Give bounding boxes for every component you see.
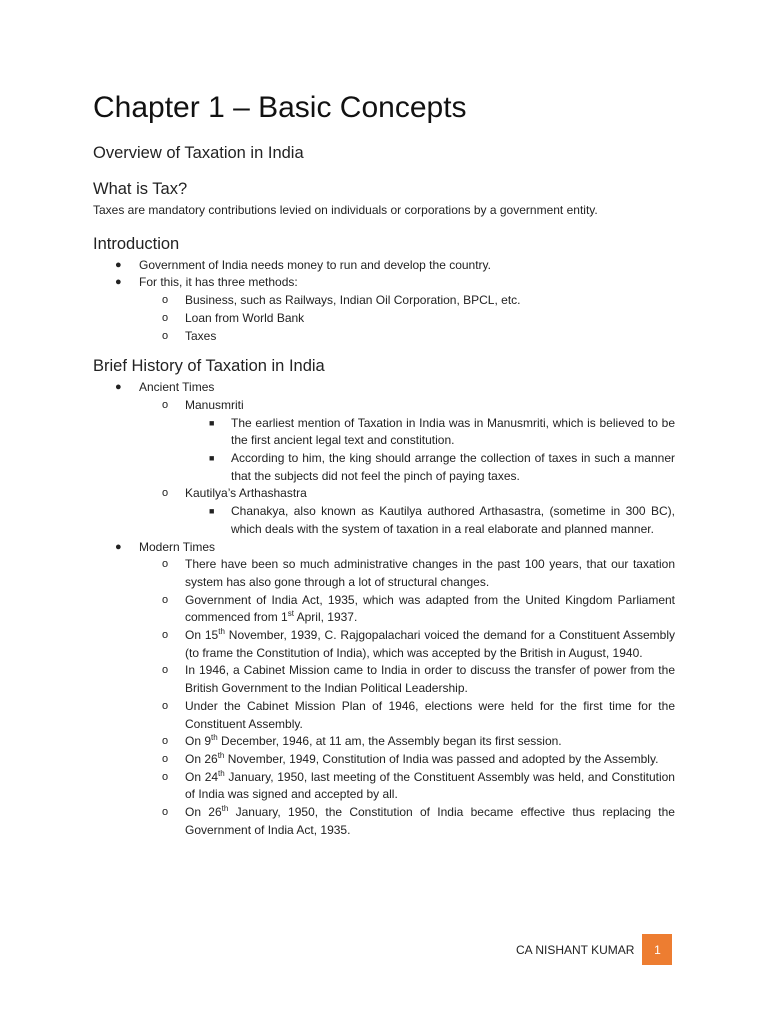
list-item: o On 26th January, 1950, the Constitution of India became effective thus replacing the Government of India Act, 1935. <box>162 804 675 837</box>
circle-bullet-icon: o <box>162 770 169 783</box>
square-bullet-icon: ■ <box>209 506 215 517</box>
page-footer <box>516 934 672 965</box>
list-item: o In 1946, a Cabinet Mission came to India in order to discuss the transfer of power from the British Government to the Indian Political Leadership. <box>162 663 675 696</box>
document-page <box>93 88 675 840</box>
square-bullet-icon: ■ <box>209 453 215 464</box>
circle-bullet-icon: o <box>162 699 169 712</box>
list-item: o Taxes <box>139 328 675 346</box>
list-item: o Business, such as Railways, Indian Oil Corporation, BPCL, etc. <box>139 292 675 310</box>
list-item: o Under the Cabinet Mission Plan of 1946, elections were held for the first time for the Constituent Assembly. <box>162 698 675 731</box>
bullet-icon: ● <box>115 540 122 553</box>
introduction-list <box>93 257 675 346</box>
circle-bullet-icon: o <box>162 398 169 411</box>
circle-bullet-icon: o <box>162 329 169 342</box>
list-item: o On 26th November, 1949, Constitution of India was passed and adopted by the Assembly. <box>139 751 675 769</box>
list-item: o Government of India Act, 1935, which was adapted from the United Kingdom Parliament commenced from 1st April, 1937. <box>162 592 675 625</box>
list-item: o Manusmriti ■ The earliest mention of Taxation in India was in Manusmriti, which is believed to be the first ancient legal text and constitution. ■ According to him, the king should arrange the collection of taxes in such a manner that the subjects did not feel the pinch of paying taxes. <box>139 397 675 486</box>
methods-list <box>139 292 675 345</box>
heading-introduction: Introduction <box>93 234 180 253</box>
heading-what-is-tax: What is Tax? <box>93 180 188 198</box>
list-item: ■ Chanakya, also known as Kautilya authored Arthasastra, (sometime in 300 BC), which deals with the system of taxation in a real elaborate and planned manner. <box>209 504 675 536</box>
list-item: ● For this, it has three methods: o Business, such as Railways, Indian Oil Corporation, BPCL, etc. o Loan from World Bank o Taxes <box>93 274 675 345</box>
list-item: ● Government of India needs money to run and develop the country. <box>93 257 675 275</box>
list-item: o On 15th November, 1939, C. Rajgopalachari voiced the demand for a Constituent Assembly (to frame the Constitution of India), which was accepted by the British in August, 1940. <box>162 627 675 660</box>
circle-bullet-icon: o <box>162 558 169 571</box>
circle-bullet-icon: o <box>162 487 169 500</box>
footer-author: CA NISHANT KUMAR <box>516 942 635 957</box>
square-bullet-icon: ■ <box>209 417 215 428</box>
circle-bullet-icon: o <box>162 664 169 677</box>
list-item: ■ The earliest mention of Taxation in India was in Manusmriti, which is believed to be the first ancient legal text and constitution. <box>209 415 675 448</box>
bullet-icon: ● <box>115 258 122 271</box>
chapter-subtitle: Overview of Taxation in India <box>93 144 304 162</box>
list-item: ■ According to him, the king should arrange the collection of taxes in such a manner that the subjects did not feel the pinch of paying taxes. <box>209 451 675 483</box>
chapter-title: Chapter 1 – Basic Concepts <box>93 91 467 124</box>
manusmriti-list <box>185 415 675 486</box>
ancient-list <box>139 397 675 539</box>
list-item: o On 9th December, 1946, at 11 am, the Assembly began its first session. <box>139 733 675 751</box>
modern-list <box>139 556 675 839</box>
arthashastra-list <box>185 503 675 538</box>
page-number-badge: 1 <box>642 934 672 965</box>
list-item: o Kautilya’s Arthashastra ■ Chanakya, also known as Kautilya authored Arthasastra, (sometime in 300 BC), which deals with the system of taxation in a real elaborate and planned manner. <box>139 485 675 538</box>
list-item: ● Modern Times o There have been so much administrative changes in the past 100 years, that our taxation system has also gone through a lot of structural changes. o Government of India Act, 1935, which was adapted from the United Kingdom Parliament commenced from 1st April, 1937. o On 15th November, 1939, C. Rajgopalachari voiced the demand for a Constituent Assembly (to frame the Constitution of India), which was accepted by the British in August, 1940. o In 1946, a Cabinet Mission came to India in order to discuss the transfer of power from the British Government to the Indian Political Leadership. o Under the Cabinet Mission Plan of 1946, elections were held for the first time for the Constituent Assembly. o On 9th December, 1946, at 11 am, the Assembly began its first session. o On 26th November, 1949, Constitution of India was passed and adopted by the Assembly. o On 24th January, 1950, last meeting of the Constituent Assembly was held, and Constitution of India was signed and accepted by all. o On 26th January, 1950, the Constitution of India became effective thus replacing the Government of India Act, 1935. <box>93 539 675 840</box>
list-item: o Loan from World Bank <box>139 310 675 328</box>
circle-bullet-icon: o <box>162 735 169 748</box>
circle-bullet-icon: o <box>162 806 169 819</box>
bullet-icon: ● <box>115 381 122 394</box>
list-item: o There have been so much administrative changes in the past 100 years, that our taxation system has also gone through a lot of structural changes. <box>162 557 675 589</box>
list-item: ● Ancient Times o Manusmriti ■ The earliest mention of Taxation in India was in Manusmriti, which is believed to be the first ancient legal text and constitution. ■ According to him, the king should arrange the collection of taxes in such a manner that the subjects did not feel the pinch of paying taxes. o Kautilya’s Arthashastra ■ Chanakya, also known as Kautilya authored Arthasastra, (sometime in 300 BC), which deals with the system of taxation in a real elaborate and planned manner. <box>93 379 675 538</box>
history-list <box>93 379 675 839</box>
circle-bullet-icon: o <box>162 752 169 765</box>
bullet-icon: ● <box>115 276 122 289</box>
heading-history: Brief History of Taxation in India <box>93 357 325 376</box>
circle-bullet-icon: o <box>162 294 169 307</box>
circle-bullet-icon: o <box>162 629 169 642</box>
circle-bullet-icon: o <box>162 311 169 324</box>
list-item: o On 24th January, 1950, last meeting of the Constituent Assembly was held, and Constitution of India was signed and accepted by all. <box>162 768 675 802</box>
what-is-tax-text: Taxes are mandatory contributions levied on individuals or corporations by a government entity. <box>93 203 598 217</box>
circle-bullet-icon: o <box>162 593 169 606</box>
